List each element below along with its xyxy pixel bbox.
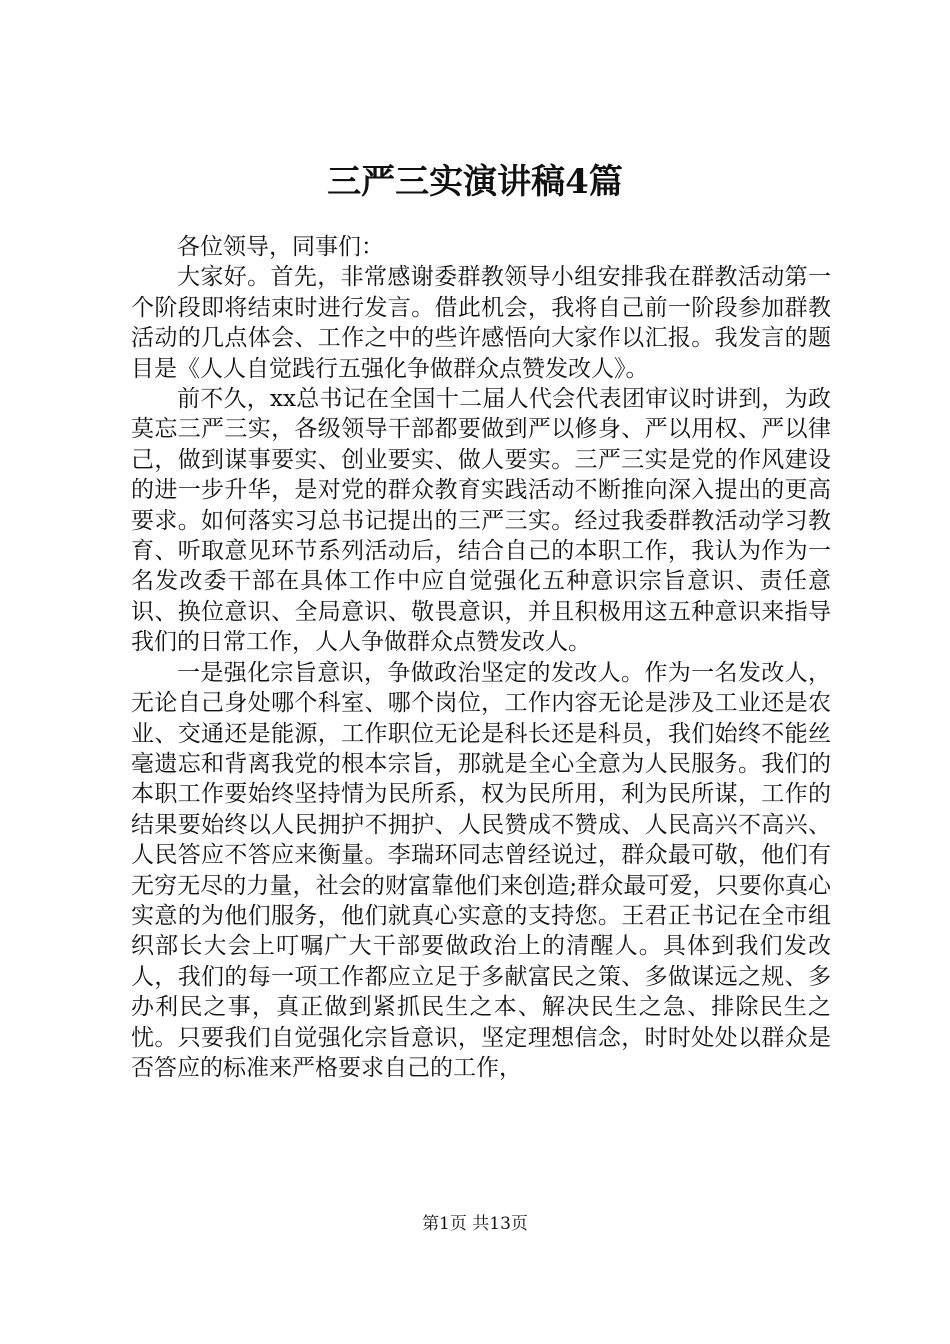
document-body [131, 232, 831, 1083]
body-paragraph: 一是强化宗旨意识，争做政治坚定的发改人。作为一名发改人，无论自己身处哪个科室、哪个岗位，工作内容无论是涉及工业还是农业、交通还是能源，工作职位无论是科长还是科员，我们始终不能丝毫遗忘和背离我党的根本宗旨，那就是全心全意为人民服务。我们的本职工作要始终坚持情为民所系，权为民所用，利为民所谋，工作的结果要始终以人民拥护不拥护、人民赞成不赞成、人民高兴不高兴、人民答应不答应来衡量。李瑞环同志曾经说过，群众最可敬，他们有无穷无尽的力量，社会的财富靠他们来创造;群众最可爱，只要你真心实意的为他们服务，他们就真心实意的支持您。王君正书记在全市组织部长大会上叮嘱广大干部要做政治上的清醒人。具体到我们发改人，我们的每一项工作都应立足于多献富民之策、多做谋远之规、多办利民之事，真正做到紧抓民生之本、解决民生之急、排除民生之忧。只要我们自觉强化宗旨意识，坚定理想信念，时时处处以群众是否答应的标准来严格要求自己的工作， [131, 659, 831, 1081]
body-paragraph: 大家好。首先，非常感谢委群教领导小组安排我在群教活动第一个阶段即将结束时进行发言。借此机会，我将自己前一阶段参加群教活动的几点体会、工作之中的些许感悟向大家作以汇报。我发言的题目是《人人自觉践行五强化争做群众点赞发改人》。 [131, 264, 831, 382]
page-number-footer: 第1页 共13页 [422, 1214, 528, 1234]
document-title: 三严三实演讲稿4篇 [327, 162, 623, 202]
body-paragraph: 前不久，xx总书记在全国十二届人代会代表团审议时讲到，为政莫忘三严三实，各级领导干部都要做到严以修身、严以用权、严以律己，做到谋事要实、创业要实、做人要实。三严三实是党的作风建设的进一步升华，是对党的群众教育实践活动不断推向深入提出的更高要求。如何落实习总书记提出的三严三实。经过我委群教活动学习教育、听取意见环节系列活动后，结合自己的本职工作，我认为作为一名发改委干部在具体工作中应自觉强化五种意识宗旨意识、责任意识、换位意识、全局意识、敬畏意识，并且积极用这五种意识来指导我们的日常工作，人人争做群众点赞发改人。 [131, 386, 831, 656]
salutation-paragraph: 各位领导，同事们： [177, 234, 384, 260]
